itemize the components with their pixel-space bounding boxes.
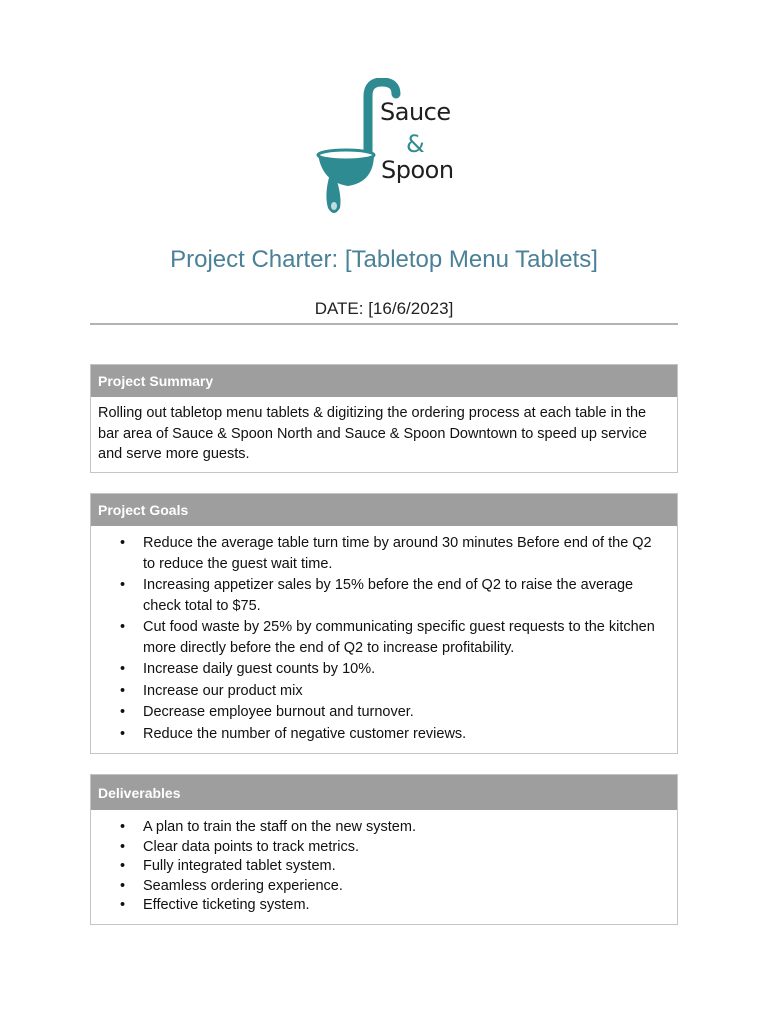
logo-ampersand: &: [406, 130, 425, 158]
sauce-and-spoon-logo: [310, 78, 460, 220]
logo-word-spoon: Spoon: [381, 156, 454, 184]
list-item: • Reduce the number of negative customer reviews.: [120, 725, 467, 742]
list-item: • Decrease employee burnout and turnover.: [120, 704, 414, 720]
list-item: • Fully integrated tablet system.: [120, 858, 336, 874]
deliverables-section: [90, 774, 678, 925]
project-summary-text: Rolling out tabletop menu tablets & digitizing the ordering process at each table in the bar area of Sauce & Spoon North and Sauce & Spoon Downtown to speed up service and serve more guests.: [98, 405, 647, 462]
project-summary-section: [90, 364, 678, 473]
list-item: • Effective ticketing system.: [120, 897, 310, 913]
logo-word-sauce: Sauce: [380, 98, 451, 126]
title-divider: [90, 323, 678, 325]
project-goals-heading: Project Goals: [91, 494, 677, 526]
deliverables-heading: Deliverables: [91, 775, 677, 810]
list-item: • Cut food waste by 25% by communicating specific guest requests to the kitchen more directly before the end of Q2 to increase profitability.: [120, 619, 655, 656]
document-date: DATE: [16/6/2023]: [314, 299, 454, 318]
list-item: • Increase our product mix: [120, 682, 303, 699]
list-item: • Increasing appetizer sales by 15% before the end of Q2 to raise the average check total to $75.: [120, 577, 634, 614]
page-title: Project Charter: [Tabletop Menu Tablets]: [170, 246, 598, 273]
list-item: • Seamless ordering experience.: [120, 877, 343, 894]
deliverables-list: [98, 818, 670, 916]
list-item: • Clear data points to track metrics.: [120, 838, 359, 855]
project-goals-section: [90, 493, 678, 754]
project-summary-heading: Project Summary: [91, 365, 677, 397]
list-item: • Reduce the average table turn time by around 30 minutes Before end of the Q2 to reduce the guest wait time.: [120, 535, 652, 572]
list-item: • Increase daily guest counts by 10%.: [120, 661, 376, 677]
list-item: • A plan to train the staff on the new system.: [120, 819, 416, 835]
project-goals-list: [98, 533, 670, 744]
